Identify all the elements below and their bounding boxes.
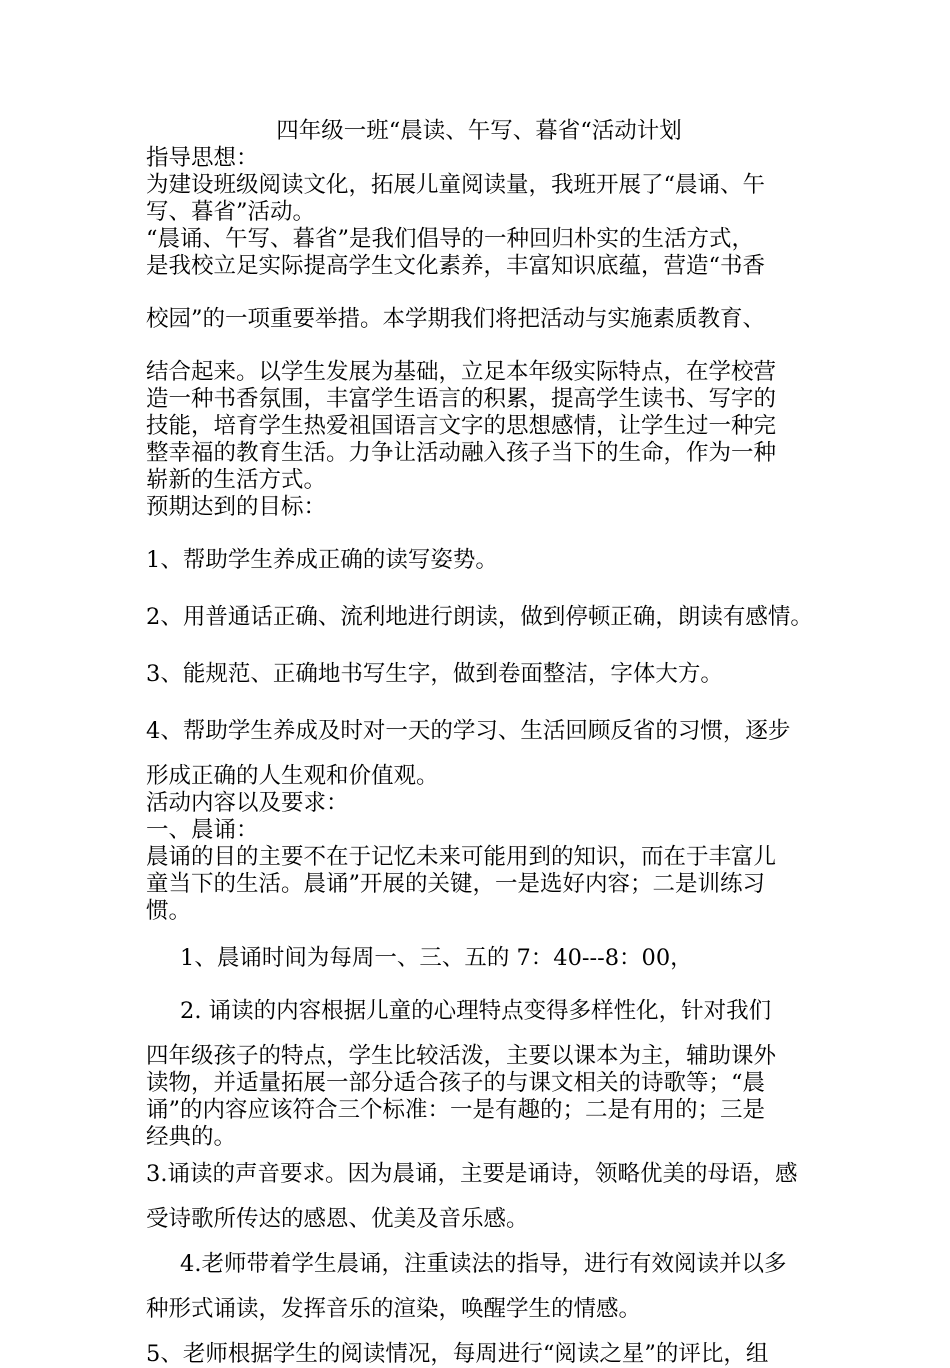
document-page [146, 118, 812, 1368]
paragraph-line: 写、暮省”活动。 [146, 199, 316, 225]
goal-item: 1、帮助学生养成正确的读写姿势。 [146, 547, 498, 573]
goal-item: 4、帮助学生养成及时对一天的学习、生活回顾反省的习惯，逐步 [146, 718, 791, 744]
paragraph-line: 惯。 [146, 898, 192, 924]
paragraph-line: 是我校立足实际提高学生文化素养，丰富知识底蕴，营造“书香 [146, 253, 766, 279]
content-item-5: 5、老师根据学生的阅读情况，每周进行“阅读之星”的评比，组 [146, 1341, 769, 1367]
paragraph-line: 晨诵的目的主要不在于记忆未来可能用到的知识，而在于丰富儿 [146, 844, 777, 870]
paragraph-line: 四年级孩子的特点，学生比较活泼，主要以课本为主，辅助课外 [146, 1043, 777, 1069]
paragraph-line: 造一种书香氛围，丰富学生语言的积累，提高学生读书、写字的 [146, 386, 777, 412]
document-title: 四年级一班“晨读、午写、暮省“活动计划 [276, 118, 682, 144]
goal-item: 3、能规范、正确地书写生字，做到卷面整洁，字体大方。 [146, 661, 723, 687]
content-item-4: 4.老师带着学生晨诵，注重读法的指导，进行有效阅读并以多 [180, 1251, 787, 1277]
section-heading-goals: 预期达到的目标： [146, 494, 327, 520]
content-item-3: 3.诵读的声音要求。因为晨诵，主要是诵诗，领略优美的母语，感 [146, 1161, 798, 1187]
paragraph-line: 受诗歌所传达的感恩、优美及音乐感。 [146, 1206, 529, 1232]
paragraph-line: 诵”的内容应该符合三个标准：一是有趣的；二是有用的；三是 [146, 1097, 766, 1123]
content-item-2: 2. 诵读的内容根据儿童的心理特点变得多样性化，针对我们 [180, 998, 772, 1024]
paragraph-line: 童当下的生活。晨诵”开展的关键，一是选好内容；二是训练习 [146, 871, 766, 897]
paragraph-line: 校园”的一项重要举措。本学期我们将把活动与实施素质教育、 [146, 306, 766, 332]
paragraph-line: 技能，培育学生热爱祖国语言文字的思想感情，让学生过一种完 [146, 413, 777, 439]
subsection-heading-morning: 一、晨诵： [146, 817, 259, 843]
goal-item: 形成正确的人生观和价值观。 [146, 763, 439, 789]
content-item-1: 1、晨诵时间为每周一、三、五的 7：40---8：00， [180, 945, 693, 971]
paragraph-line: 整幸福的教育生活。力争让活动融入孩子当下的生命，作为一种 [146, 440, 777, 466]
paragraph-line: 为建设班级阅读文化，拓展儿童阅读量，我班开展了“晨诵、午 [146, 172, 766, 198]
paragraph-line: 结合起来。以学生发展为基础，立足本年级实际特点，在学校营 [146, 359, 777, 385]
paragraph-line: 读物，并适量拓展一部分适合孩子的与课文相关的诗歌等；“晨 [146, 1070, 766, 1096]
goal-item: 2、用普通话正确、流利地进行朗读，做到停顿正确，朗读有感情。 [146, 604, 813, 630]
paragraph-line: 种形式诵读，发挥音乐的渲染，唤醒学生的情感。 [146, 1296, 642, 1322]
section-heading-content: 活动内容以及要求： [146, 790, 349, 816]
paragraph-line: 崭新的生活方式。 [146, 467, 327, 493]
paragraph-line: “晨诵、午写、暮省”是我们倡导的一种回归朴实的生活方式， [146, 226, 755, 252]
paragraph-line: 经典的。 [146, 1124, 237, 1150]
section-heading-guiding: 指导思想： [146, 145, 259, 171]
